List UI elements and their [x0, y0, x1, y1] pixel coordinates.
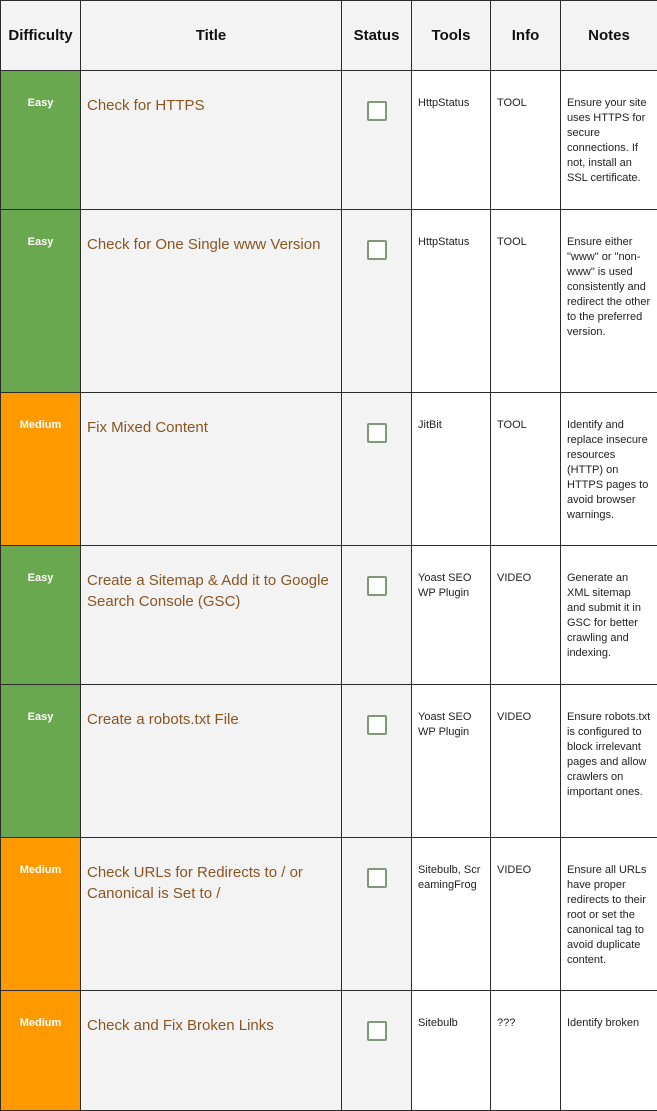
table-row	[1, 685, 657, 838]
table-row	[1, 71, 657, 210]
status-cell	[342, 991, 412, 1111]
info-cell[interactable]: TOOL	[491, 393, 561, 546]
header-notes[interactable]: Notes	[561, 1, 657, 71]
tools-cell[interactable]: Yoast SEO WP Plugin	[412, 685, 491, 838]
table-row	[1, 210, 657, 393]
info-cell[interactable]: ???	[491, 991, 561, 1111]
notes-cell: Ensure robots.txt is configured to block irrelevant pages and allow crawlers on important ones.	[561, 685, 657, 838]
difficulty-badge: Medium	[1, 393, 81, 546]
tools-cell[interactable]: HttpStatus	[412, 71, 491, 210]
task-title[interactable]: Check for One Single www Version	[81, 210, 342, 393]
notes-cell: Ensure your site uses HTTPS for secure connections. If not, install an SSL certificate.	[561, 71, 657, 210]
info-cell[interactable]: TOOL	[491, 210, 561, 393]
table-row	[1, 838, 657, 991]
status-checkbox[interactable]	[367, 240, 387, 260]
header-status[interactable]: Status	[342, 1, 412, 71]
notes-cell: Ensure either "www" or "non-www" is used consistently and redirect the other to the preferred version.	[561, 210, 657, 393]
status-checkbox[interactable]	[367, 576, 387, 596]
header-info[interactable]: Info	[491, 1, 561, 71]
header-tools[interactable]: Tools	[412, 1, 491, 71]
tools-cell[interactable]: Sitebulb, ScreamingFrog	[412, 838, 491, 991]
header-row	[1, 1, 657, 71]
status-checkbox[interactable]	[367, 423, 387, 443]
status-checkbox[interactable]	[367, 868, 387, 888]
header-title[interactable]: Title	[81, 1, 342, 71]
difficulty-badge: Medium	[1, 838, 81, 991]
table-row	[1, 991, 657, 1111]
difficulty-badge: Easy	[1, 685, 81, 838]
task-title[interactable]: Create a Sitemap & Add it to Google Search Console (GSC)	[81, 546, 342, 685]
info-cell[interactable]: VIDEO	[491, 546, 561, 685]
notes-cell: Ensure all URLs have proper redirects to their root or set the canonical tag to avoid duplicate content.	[561, 838, 657, 991]
task-title[interactable]: Create a robots.txt File	[81, 685, 342, 838]
info-cell[interactable]: VIDEO	[491, 838, 561, 991]
status-cell	[342, 393, 412, 546]
info-cell[interactable]: VIDEO	[491, 685, 561, 838]
status-checkbox[interactable]	[367, 101, 387, 121]
status-checkbox[interactable]	[367, 715, 387, 735]
notes-cell: Generate an XML sitemap and submit it in GSC for better crawling and indexing.	[561, 546, 657, 685]
tools-cell[interactable]: JitBit	[412, 393, 491, 546]
status-cell	[342, 71, 412, 210]
difficulty-badge: Easy	[1, 71, 81, 210]
status-cell	[342, 210, 412, 393]
status-cell	[342, 685, 412, 838]
notes-cell: Identify and replace insecure resources (HTTP) on HTTPS pages to avoid browser warnings.	[561, 393, 657, 546]
status-cell	[342, 838, 412, 991]
status-checkbox[interactable]	[367, 1021, 387, 1041]
status-cell	[342, 546, 412, 685]
task-title[interactable]: Check URLs for Redirects to / or Canonical is Set to /	[81, 838, 342, 991]
table-row	[1, 546, 657, 685]
task-title[interactable]: Fix Mixed Content	[81, 393, 342, 546]
tools-cell[interactable]: Yoast SEO WP Plugin	[412, 546, 491, 685]
header-difficulty[interactable]: Difficulty	[1, 1, 81, 71]
difficulty-badge: Easy	[1, 210, 81, 393]
table-row	[1, 393, 657, 546]
difficulty-badge: Easy	[1, 546, 81, 685]
tools-cell[interactable]: HttpStatus	[412, 210, 491, 393]
tools-cell[interactable]: Sitebulb	[412, 991, 491, 1111]
task-title[interactable]: Check for HTTPS	[81, 71, 342, 210]
difficulty-badge: Medium	[1, 991, 81, 1111]
task-title[interactable]: Check and Fix Broken Links	[81, 991, 342, 1111]
info-cell[interactable]: TOOL	[491, 71, 561, 210]
notes-cell: Identify broken	[561, 991, 657, 1111]
